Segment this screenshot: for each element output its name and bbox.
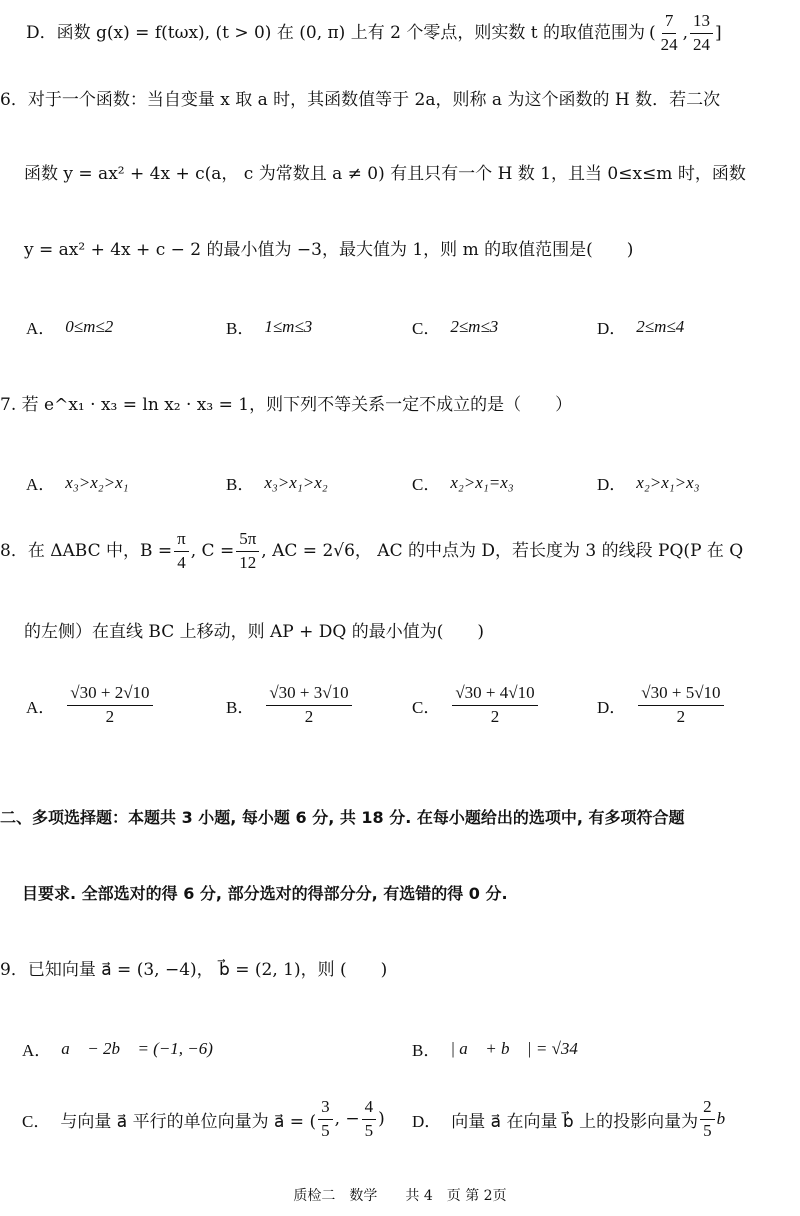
q9-option-d-suffix: b⃗ bbox=[716, 1109, 739, 1129]
q5-option-d bbox=[26, 12, 722, 54]
q9-options-row-1 bbox=[0, 1036, 800, 1076]
q7-option-d: D． x₂>x₁>x₃ bbox=[597, 472, 700, 494]
page-footer: 质检二 数学 共 4 页 第 2页 bbox=[293, 1188, 507, 1204]
q9-option-d-fraction: $\frac{2}{5}$ bbox=[700, 1098, 715, 1140]
q6-option-d: D． 2≤m≤4 bbox=[597, 316, 685, 338]
q8-fraction-b: $\frac{\pi}{4}$ bbox=[174, 530, 189, 572]
q9-option-c-suffix: ) bbox=[378, 1109, 385, 1130]
section-2-heading-line-2: 目要求. 全部选对的得 6 分, 部分选对的得部分分, 有选错的得 0 分. bbox=[22, 884, 508, 903]
q8-option-a-fraction: $\frac{√30 + 2√10}{2}$ bbox=[67, 684, 152, 726]
q7-option-c: C． x₂>x₁=x₃ bbox=[412, 472, 514, 494]
q5-range-sep: , bbox=[682, 22, 689, 43]
q6-option-b: B． 1≤m≤3 bbox=[226, 316, 313, 338]
q8-option-d: D． $\frac{√30 + 5√10}{2}$ bbox=[597, 684, 726, 726]
q8-line-1 bbox=[0, 530, 743, 572]
q8-option-b: B． $\frac{√30 + 3√10}{2}$ bbox=[226, 684, 354, 726]
q8-line-1-prefix: 8．在 ΔABC 中，B = bbox=[0, 540, 173, 561]
q6-options bbox=[0, 314, 800, 354]
q9-option-a: A． a⃗ − 2b⃗ = (−1, −6) bbox=[22, 1038, 213, 1060]
q9-option-c-fraction-2: $\frac{4}{5}$ bbox=[362, 1098, 377, 1140]
section-2-heading-line-1: 二、多项选择题：本题共 3 小题, 每小题 6 分, 共 18 分. 在每小题给出的选项中, 有多项符合题 bbox=[0, 808, 685, 827]
q5-range-close: ] bbox=[715, 22, 722, 43]
q9-option-c-sep: , − bbox=[334, 1109, 360, 1130]
q6-option-c: C． 2≤m≤3 bbox=[412, 316, 499, 338]
q6-line-3: y = ax² + 4x + c − 2 的最小值为 −3，最大值为 1，则 m 的取值范围是( ) bbox=[24, 240, 634, 260]
q5-option-d-text: 函数 g(x) = f(tωx), (t > 0) 在 (0, π) 上有 2 个零点，则实数 t 的取值范围为 bbox=[56, 22, 645, 43]
q5-option-d-label: D． bbox=[26, 22, 57, 43]
q6-line-1: 6．对于一个函数：当自变量 x 取 a 时，其函数值等于 2a，则称 a 为这个函数的 H 数．若二次 bbox=[0, 90, 721, 110]
q8-option-c-fraction: $\frac{√30 + 4√10}{2}$ bbox=[452, 684, 537, 726]
q7-options bbox=[0, 470, 800, 510]
q7-option-a: A． x₃>x₂>x₁ bbox=[26, 472, 129, 494]
q8-option-a: A． $\frac{√30 + 2√10}{2}$ bbox=[26, 684, 155, 726]
q8-option-b-fraction: $\frac{√30 + 3√10}{2}$ bbox=[266, 684, 351, 726]
q8-options bbox=[0, 684, 800, 740]
q8-line-1-suffix: , AC = 2√6， AC 的中点为 D，若长度为 3 的线段 PQ(P 在 Q bbox=[261, 540, 744, 561]
q6-line-2: 函数 y = ax² + 4x + c(a， c 为常数且 a ≠ 0) 有且只有一个 H 数 1，且当 0≤x≤m 时，函数 bbox=[24, 164, 746, 184]
q8-option-d-fraction: $\frac{√30 + 5√10}{2}$ bbox=[638, 684, 723, 726]
q9-option-b: B． | a⃗ + b⃗ | = √34 bbox=[412, 1038, 578, 1060]
q9-option-c: C． 与向量 a⃗ 平行的单位向量为 a⃗ = ( $\frac{3}{5}$ , − $\frac{4}{5}$ ) bbox=[22, 1097, 385, 1140]
q9-option-d-prefix: 向量 a⃗ 在向量 b⃗ 上的投影向量为 bbox=[451, 1111, 699, 1132]
q9-line-1: 9．已知向量 a⃗ = (3, −4)， b⃗ = (2, 1)，则 ( ) bbox=[0, 960, 388, 980]
q8-option-c: C． $\frac{√30 + 4√10}{2}$ bbox=[412, 684, 540, 726]
q7-line-1: 7. 若 e^x₁ · x₃ = ln x₂ · x₃ = 1，则下列不等关系一定不成立的是（ ） bbox=[0, 395, 573, 415]
q8-fraction-c: $\frac{5\pi}{12}$ bbox=[236, 530, 259, 572]
q5-range-fraction-a: $\frac{7}{24}$ bbox=[660, 11, 678, 54]
q5-range-fraction-b: $\frac{13}{24}$ bbox=[690, 12, 713, 54]
q9-option-c-fraction-1: $\frac{3}{5}$ bbox=[318, 1098, 333, 1140]
q6-option-a: A． 0≤m≤2 bbox=[26, 316, 114, 338]
q9-options-row-2 bbox=[0, 1098, 800, 1150]
q5-range-open: ( bbox=[648, 22, 656, 43]
q7-option-b: B． x₃>x₁>x₂ bbox=[226, 472, 328, 494]
q9-option-d: D． 向量 a⃗ 在向量 b⃗ 上的投影向量为 $\frac{2}{5}$ b⃗ bbox=[412, 1097, 739, 1140]
q8-line-1-mid: , C = bbox=[190, 540, 235, 561]
q9-option-c-prefix: 与向量 a⃗ 平行的单位向量为 a⃗ = ( bbox=[60, 1111, 317, 1132]
q8-line-2: 的左侧）在直线 BC 上移动，则 AP + DQ 的最小值为( ) bbox=[24, 622, 485, 642]
